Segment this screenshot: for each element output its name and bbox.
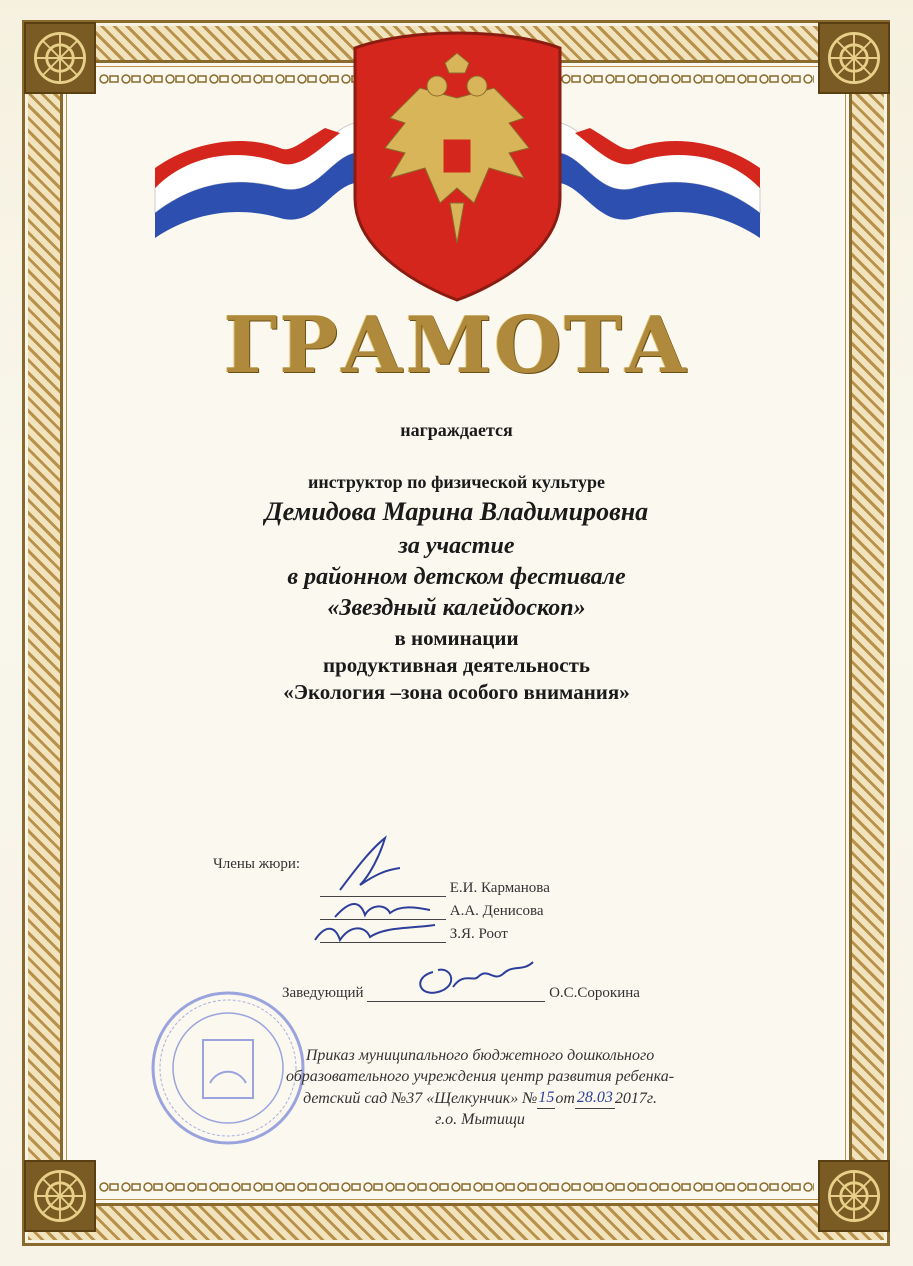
certificate-title: ГРАМОТА xyxy=(223,300,690,391)
ornament-corner-icon xyxy=(818,22,890,94)
order-text xyxy=(260,1045,700,1130)
event-name: «Звездный калейдоскоп» xyxy=(327,595,586,621)
award-reason: за участие xyxy=(398,533,515,559)
nomination-title: «Экология –зона особого внимания» xyxy=(283,680,630,704)
head-label: Заведующий xyxy=(282,985,364,1001)
chain-ornament-bottom xyxy=(98,1180,814,1194)
recipient-position: инструктор по физической культуре xyxy=(308,472,605,492)
order-from-label: от xyxy=(555,1090,575,1107)
ornament-corner-icon xyxy=(24,1160,96,1232)
order-line-1: Приказ муниципального бюджетного дошкольного xyxy=(305,1047,655,1064)
flag-ribbon-icon xyxy=(155,123,355,238)
head-name: О.С.Сорокина xyxy=(549,985,640,1001)
signature-karmanova xyxy=(330,830,410,900)
jury-label: Члены жюри: xyxy=(213,856,301,872)
jury-member-name: Е.И. Карманова xyxy=(449,880,550,896)
order-line-2: образовательного учреждения центр развития ребенка- xyxy=(285,1068,675,1085)
coat-of-arms-icon xyxy=(150,28,765,303)
ornament-corner-icon xyxy=(24,22,96,94)
signature-root xyxy=(310,915,440,950)
recipient-name: Демидова Марина Владимировна xyxy=(264,497,649,526)
flag-ribbon-icon xyxy=(560,123,760,238)
nomination-category: продуктивная деятельность xyxy=(322,653,591,677)
awarded-label: награждается xyxy=(400,420,513,440)
jury-member-name: З.Я. Роот xyxy=(449,926,508,942)
order-line-3-prefix: детский сад №37 «Щелкунчик» № xyxy=(303,1090,538,1107)
order-line-3 xyxy=(260,1087,700,1109)
event-line: в районном детском фестивале xyxy=(287,564,626,590)
order-date: 28.03 xyxy=(575,1087,615,1109)
order-year: 2017г. xyxy=(614,1090,657,1107)
jury-member-name: А.А. Денисова xyxy=(449,903,544,919)
order-city: г.о. Мытищи xyxy=(435,1111,525,1128)
nomination-label: в номинации xyxy=(394,626,519,650)
order-number: 15 xyxy=(537,1087,555,1109)
ornament-corner-icon xyxy=(818,1160,890,1232)
signature-sorokina xyxy=(408,952,548,1002)
